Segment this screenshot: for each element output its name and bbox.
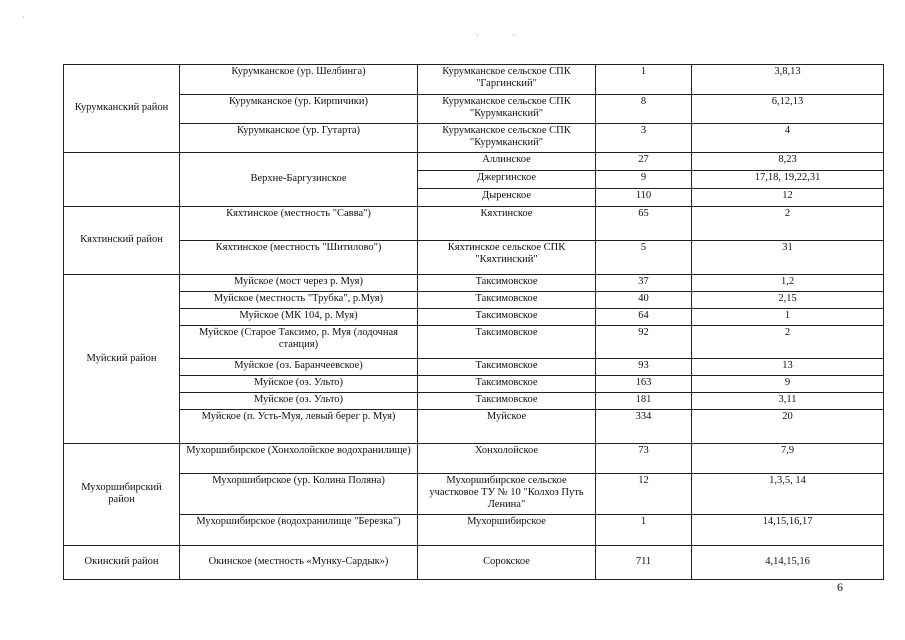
number-cell: 65 [596,207,692,241]
site-cell: Муйское (Старое Таксимо, р. Муя (лодочная станция) [180,326,418,359]
number-cell: 334 [596,410,692,444]
number-cell: 40 [596,292,692,309]
number-cell: 37 [596,275,692,292]
table-row [64,292,884,309]
site-cell: Муйское (местность "Трубка", р.Муя) [180,292,418,309]
ref-cell: 4,14,15,16 [692,546,884,580]
ref-cell: 31 [692,241,884,275]
farm-cell: Курумканское сельское СПК "Курумканский" [418,124,596,153]
farm-cell: Хонхолойское [418,444,596,474]
farm-cell: Таксимовское [418,292,596,309]
farm-cell: Таксимовское [418,275,596,292]
site-cell: Муйское (оз. Ульто) [180,376,418,393]
table-row [64,275,884,292]
ref-cell: 17,18, 19,22,31 [692,171,884,189]
table-row [64,124,884,153]
table-row [64,393,884,410]
farm-cell: Аллинское [418,153,596,171]
farm-cell: Сорокское [418,546,596,580]
ref-cell: 2,15 [692,292,884,309]
table-row [64,410,884,444]
farm-cell: Джергинское [418,171,596,189]
site-cell: Курумканское (ур. Гутарта) [180,124,418,153]
number-cell: 9 [596,171,692,189]
site-cell: Кяхтинское (местность "Савва") [180,207,418,241]
site-cell: Муйское (мост через р. Муя) [180,275,418,292]
farm-cell: Таксимовское [418,393,596,410]
farm-cell: Курумканское сельское СПК "Гаргинский" [418,65,596,95]
site-cell: Муйское (п. Усть-Муя, левый берег р. Муя) [180,410,418,444]
table-row [64,207,884,241]
farm-cell: Таксимовское [418,359,596,376]
farm-cell: Таксимовское [418,309,596,326]
number-cell: 5 [596,241,692,275]
ref-cell: 14,15,16,17 [692,515,884,546]
site-cell: Окинское (местность «Мунку-Сардык») [180,546,418,580]
farm-cell: Мухоршибирское [418,515,596,546]
district-cell: Курумканский район [64,65,180,153]
ref-cell: 9 [692,376,884,393]
ref-cell: 3,11 [692,393,884,410]
table-row [64,444,884,474]
site-cell: Курумканское (ур. Кирпичики) [180,95,418,124]
scan-speck: · [22,12,25,22]
number-cell: 64 [596,309,692,326]
farm-cell: Дыренское [418,189,596,207]
number-cell: 27 [596,153,692,171]
ref-cell: 12 [692,189,884,207]
number-cell: 73 [596,444,692,474]
data-table [63,64,884,580]
table-row [64,65,884,95]
ref-cell: 1 [692,309,884,326]
ref-cell: 7,9 [692,444,884,474]
number-cell: 1 [596,65,692,95]
number-cell: 3 [596,124,692,153]
number-cell: 93 [596,359,692,376]
ref-cell: 2 [692,207,884,241]
ref-cell: 13 [692,359,884,376]
farm-cell: Таксимовское [418,376,596,393]
number-cell: 8 [596,95,692,124]
table-row [64,153,884,171]
ref-cell: 2 [692,326,884,359]
farm-cell: Кяхтинское [418,207,596,241]
table-row [64,546,884,580]
number-cell: 163 [596,376,692,393]
site-cell: Верхне-Баргузинское [180,153,418,207]
table-row [64,95,884,124]
table-row [64,376,884,393]
site-cell: Курумканское (ур. Шелбинга) [180,65,418,95]
farm-cell: Мухоршибирское сельское участковое ТУ № 10 "Колхоз Путь Ленина" [418,474,596,515]
site-cell: Кяхтинское (местность "Шитилово") [180,241,418,275]
table-row [64,241,884,275]
scan-speck: · [512,30,515,40]
number-cell: 12 [596,474,692,515]
site-cell: Мухоршибирское (ур. Колина Поляна) [180,474,418,515]
farm-cell: Кяхтинское сельское СПК "Кяхтинский" [418,241,596,275]
number-cell: 181 [596,393,692,410]
ref-cell: 3,8,13 [692,65,884,95]
table-row [64,309,884,326]
district-cell-blank [64,153,180,207]
farm-cell: Таксимовское [418,326,596,359]
page-number: 6 [837,580,843,594]
farm-cell: Муйское [418,410,596,444]
district-cell: Кяхтинский район [64,207,180,275]
district-cell: Мухоршибирский район [64,444,180,546]
site-cell: Мухоршибирское (водохранилище "Березка") [180,515,418,546]
number-cell: 92 [596,326,692,359]
farm-cell: Курумканское сельское СПК "Курумканский" [418,95,596,124]
ref-cell: 8,23 [692,153,884,171]
ref-cell: 4 [692,124,884,153]
site-cell: Мухоршибирское (Хонхолойское водохранилище) [180,444,418,474]
table-row [64,359,884,376]
ref-cell: 1,2 [692,275,884,292]
district-cell: Окинский район [64,546,180,580]
number-cell: 1 [596,515,692,546]
scan-speck: · [476,30,479,40]
site-cell: Муйское (МК 104, р. Муя) [180,309,418,326]
ref-cell: 6,12,13 [692,95,884,124]
ref-cell: 1,3,5, 14 [692,474,884,515]
table-row [64,515,884,546]
table-row [64,326,884,359]
site-cell: Муйское (оз. Ульто) [180,393,418,410]
table-row [64,474,884,515]
number-cell: 711 [596,546,692,580]
ref-cell: 20 [692,410,884,444]
number-cell: 110 [596,189,692,207]
site-cell: Муйское (оз. Баранчеевское) [180,359,418,376]
district-cell: Муйский район [64,275,180,444]
